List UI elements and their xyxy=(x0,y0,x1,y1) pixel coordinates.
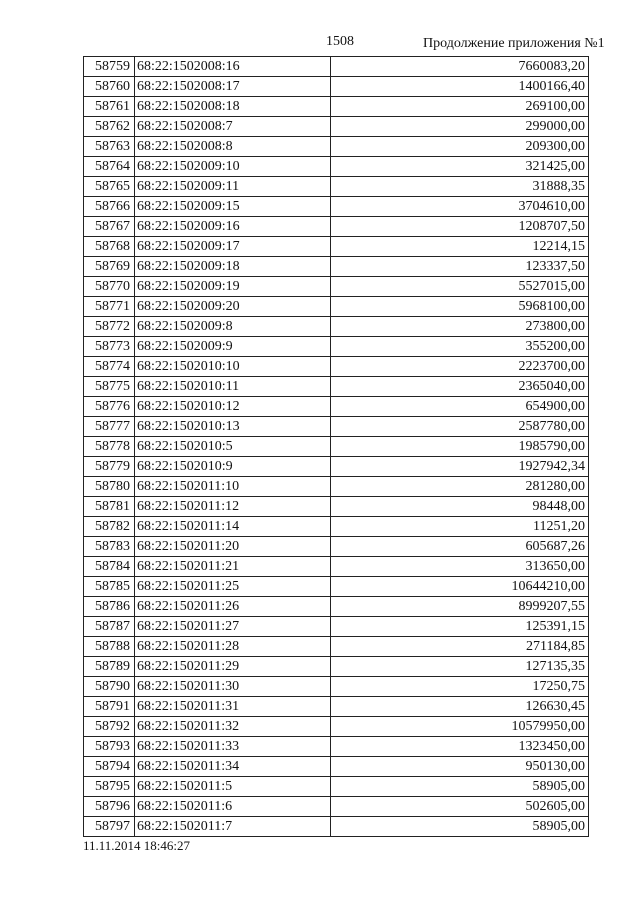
table-row xyxy=(84,337,589,357)
cadastral-number: 68:22:1502009:15 xyxy=(135,197,331,217)
row-number: 58785 xyxy=(84,577,135,597)
table-row xyxy=(84,457,589,477)
cadastral-value: 1927942,34 xyxy=(331,457,589,477)
cadastral-value: 12214,15 xyxy=(331,237,589,257)
cadastral-value: 125391,15 xyxy=(331,617,589,637)
cadastral-value: 126630,45 xyxy=(331,697,589,717)
table-row xyxy=(84,377,589,397)
cadastral-number: 68:22:1502009:8 xyxy=(135,317,331,337)
table-row xyxy=(84,597,589,617)
table-row xyxy=(84,117,589,137)
table-row xyxy=(84,357,589,377)
cadastral-number: 68:22:1502011:20 xyxy=(135,537,331,557)
row-number: 58783 xyxy=(84,537,135,557)
table-body xyxy=(84,57,589,837)
table-row xyxy=(84,157,589,177)
cadastral-value: 2365040,00 xyxy=(331,377,589,397)
cadastral-number: 68:22:1502011:34 xyxy=(135,757,331,777)
table-row xyxy=(84,437,589,457)
cadastral-number: 68:22:1502011:33 xyxy=(135,737,331,757)
table-row xyxy=(84,397,589,417)
cadastral-number: 68:22:1502009:20 xyxy=(135,297,331,317)
cadastral-value: 299000,00 xyxy=(331,117,589,137)
cadastral-value: 355200,00 xyxy=(331,337,589,357)
cadastral-value: 10644210,00 xyxy=(331,577,589,597)
cadastral-number: 68:22:1502009:10 xyxy=(135,157,331,177)
cadastral-value: 3704610,00 xyxy=(331,197,589,217)
cadastral-value: 1208707,50 xyxy=(331,217,589,237)
row-number: 58780 xyxy=(84,477,135,497)
row-number: 58797 xyxy=(84,817,135,837)
cadastral-number: 68:22:1502010:9 xyxy=(135,457,331,477)
cadastral-value: 1985790,00 xyxy=(331,437,589,457)
cadastral-value: 502605,00 xyxy=(331,797,589,817)
cadastral-number: 68:22:1502011:21 xyxy=(135,557,331,577)
cadastral-value: 2587780,00 xyxy=(331,417,589,437)
table-row xyxy=(84,797,589,817)
row-number: 58770 xyxy=(84,277,135,297)
cadastral-value: 321425,00 xyxy=(331,157,589,177)
table-row xyxy=(84,497,589,517)
row-number: 58795 xyxy=(84,777,135,797)
row-number: 58792 xyxy=(84,717,135,737)
page-number: 1508 xyxy=(326,34,354,49)
cadastral-number: 68:22:1502008:18 xyxy=(135,97,331,117)
cadastral-number: 68:22:1502009:18 xyxy=(135,257,331,277)
cadastral-value: 5968100,00 xyxy=(331,297,589,317)
row-number: 58781 xyxy=(84,497,135,517)
row-number: 58761 xyxy=(84,97,135,117)
row-number: 58768 xyxy=(84,237,135,257)
cadastral-value: 271184,85 xyxy=(331,637,589,657)
cadastral-number: 68:22:1502011:6 xyxy=(135,797,331,817)
cadastral-value: 654900,00 xyxy=(331,397,589,417)
cadastral-value: 209300,00 xyxy=(331,137,589,157)
table-row xyxy=(84,257,589,277)
cadastral-number: 68:22:1502009:16 xyxy=(135,217,331,237)
cadastral-number: 68:22:1502008:7 xyxy=(135,117,331,137)
cadastral-number: 68:22:1502008:16 xyxy=(135,57,331,77)
cadastral-number: 68:22:1502011:31 xyxy=(135,697,331,717)
table-row xyxy=(84,577,589,597)
row-number: 58784 xyxy=(84,557,135,577)
table-row xyxy=(84,677,589,697)
row-number: 58769 xyxy=(84,257,135,277)
cadastral-value: 58905,00 xyxy=(331,817,589,837)
table-row xyxy=(84,217,589,237)
row-number: 58760 xyxy=(84,77,135,97)
cadastral-value: 950130,00 xyxy=(331,757,589,777)
row-number: 58796 xyxy=(84,797,135,817)
row-number: 58789 xyxy=(84,657,135,677)
row-number: 58778 xyxy=(84,437,135,457)
table-row xyxy=(84,757,589,777)
cadastral-number: 68:22:1502009:11 xyxy=(135,177,331,197)
table-row xyxy=(84,417,589,437)
cadastral-number: 68:22:1502011:30 xyxy=(135,677,331,697)
cadastral-number: 68:22:1502011:5 xyxy=(135,777,331,797)
cadastral-number: 68:22:1502008:17 xyxy=(135,77,331,97)
cadastral-number: 68:22:1502011:26 xyxy=(135,597,331,617)
cadastral-number: 68:22:1502011:27 xyxy=(135,617,331,637)
row-number: 58766 xyxy=(84,197,135,217)
cadastral-number: 68:22:1502011:14 xyxy=(135,517,331,537)
table-row xyxy=(84,77,589,97)
table-row xyxy=(84,657,589,677)
cadastral-value: 58905,00 xyxy=(331,777,589,797)
cadastral-value: 2223700,00 xyxy=(331,357,589,377)
table-row xyxy=(84,697,589,717)
table-row xyxy=(84,297,589,317)
cadastral-value: 1400166,40 xyxy=(331,77,589,97)
table-row xyxy=(84,777,589,797)
row-number: 58764 xyxy=(84,157,135,177)
cadastral-value: 31888,35 xyxy=(331,177,589,197)
cadastral-value: 10579950,00 xyxy=(331,717,589,737)
row-number: 58765 xyxy=(84,177,135,197)
row-number: 58771 xyxy=(84,297,135,317)
row-number: 58794 xyxy=(84,757,135,777)
table-row xyxy=(84,517,589,537)
row-number: 58782 xyxy=(84,517,135,537)
cadastral-number: 68:22:1502010:12 xyxy=(135,397,331,417)
cadastral-number: 68:22:1502010:5 xyxy=(135,437,331,457)
table-row xyxy=(84,57,589,77)
cadastral-value: 7660083,20 xyxy=(331,57,589,77)
row-number: 58787 xyxy=(84,617,135,637)
cadastral-value: 98448,00 xyxy=(331,497,589,517)
table-row xyxy=(84,817,589,837)
row-number: 58774 xyxy=(84,357,135,377)
cadastral-number: 68:22:1502008:8 xyxy=(135,137,331,157)
cadastral-number: 68:22:1502011:7 xyxy=(135,817,331,837)
table-row xyxy=(84,197,589,217)
row-number: 58786 xyxy=(84,597,135,617)
table-row xyxy=(84,317,589,337)
cadastral-value: 8999207,55 xyxy=(331,597,589,617)
cadastral-value-table xyxy=(83,56,589,837)
appendix-caption: Продолжение приложения №1 xyxy=(423,36,605,51)
cadastral-value: 1323450,00 xyxy=(331,737,589,757)
row-number: 58777 xyxy=(84,417,135,437)
row-number: 58779 xyxy=(84,457,135,477)
row-number: 58791 xyxy=(84,697,135,717)
row-number: 58773 xyxy=(84,337,135,357)
cadastral-value: 5527015,00 xyxy=(331,277,589,297)
row-number: 58776 xyxy=(84,397,135,417)
cadastral-number: 68:22:1502011:25 xyxy=(135,577,331,597)
row-number: 58772 xyxy=(84,317,135,337)
cadastral-number: 68:22:1502011:12 xyxy=(135,497,331,517)
row-number: 58775 xyxy=(84,377,135,397)
footer-timestamp: 11.11.2014 18:46:27 xyxy=(83,838,191,853)
row-number: 58793 xyxy=(84,737,135,757)
cadastral-number: 68:22:1502009:17 xyxy=(135,237,331,257)
cadastral-value: 11251,20 xyxy=(331,517,589,537)
cadastral-value: 17250,75 xyxy=(331,677,589,697)
table-row xyxy=(84,557,589,577)
cadastral-value: 313650,00 xyxy=(331,557,589,577)
cadastral-number: 68:22:1502010:13 xyxy=(135,417,331,437)
cadastral-value: 281280,00 xyxy=(331,477,589,497)
table-row xyxy=(84,277,589,297)
cadastral-value: 127135,35 xyxy=(331,657,589,677)
cadastral-number: 68:22:1502010:10 xyxy=(135,357,331,377)
row-number: 58767 xyxy=(84,217,135,237)
table-row xyxy=(84,537,589,557)
cadastral-number: 68:22:1502009:9 xyxy=(135,337,331,357)
row-number: 58788 xyxy=(84,637,135,657)
table-row xyxy=(84,137,589,157)
table-row xyxy=(84,717,589,737)
table-row xyxy=(84,637,589,657)
cadastral-value: 269100,00 xyxy=(331,97,589,117)
table-row xyxy=(84,737,589,757)
cadastral-value: 605687,26 xyxy=(331,537,589,557)
row-number: 58763 xyxy=(84,137,135,157)
row-number: 58762 xyxy=(84,117,135,137)
table-row xyxy=(84,617,589,637)
cadastral-number: 68:22:1502011:32 xyxy=(135,717,331,737)
cadastral-number: 68:22:1502011:28 xyxy=(135,637,331,657)
table-row xyxy=(84,177,589,197)
row-number: 58759 xyxy=(84,57,135,77)
cadastral-number: 68:22:1502010:11 xyxy=(135,377,331,397)
table-row xyxy=(84,477,589,497)
table-row xyxy=(84,237,589,257)
cadastral-value: 273800,00 xyxy=(331,317,589,337)
table-row xyxy=(84,97,589,117)
cadastral-number: 68:22:1502011:10 xyxy=(135,477,331,497)
cadastral-number: 68:22:1502011:29 xyxy=(135,657,331,677)
cadastral-number: 68:22:1502009:19 xyxy=(135,277,331,297)
cadastral-value: 123337,50 xyxy=(331,257,589,277)
row-number: 58790 xyxy=(84,677,135,697)
